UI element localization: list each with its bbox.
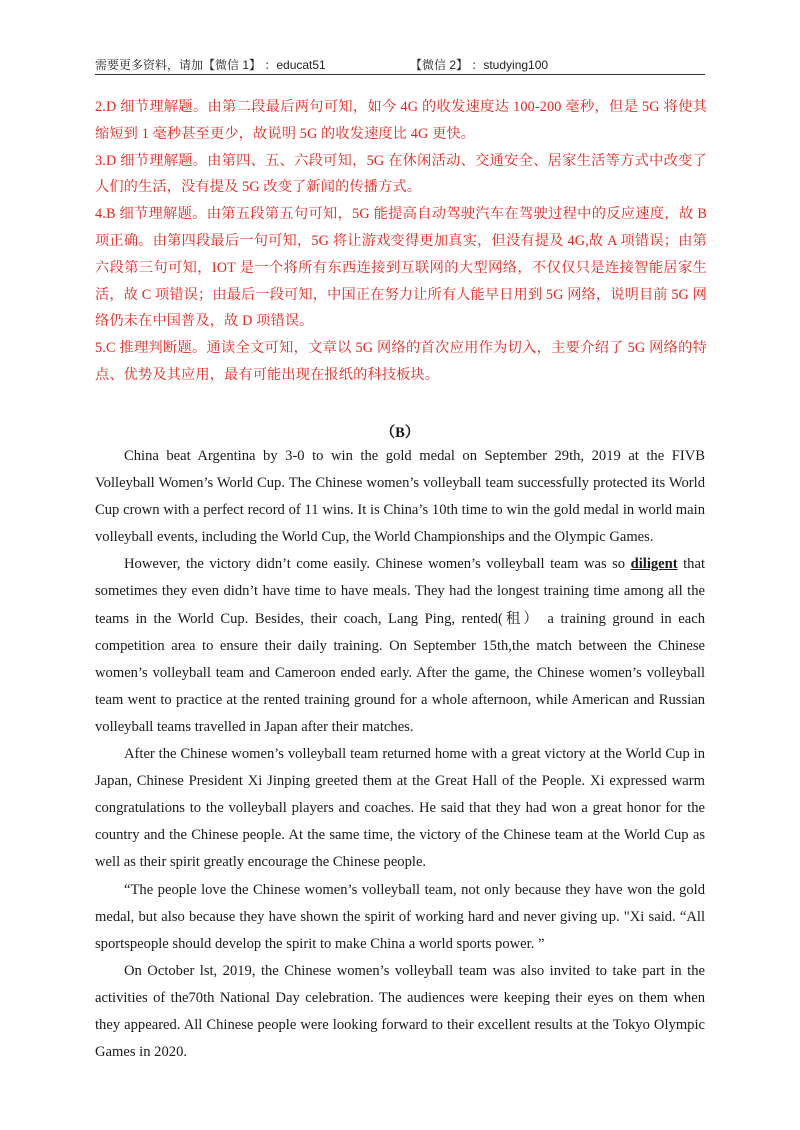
paragraph-5: On October lst, 2019, the Chinese women’s volleyball team was also invited to take part in the activities of the70th National Day celebration. The audiences were keeping their eyes on them when they appeared. All Chinese people were looking forward to their excellent results at the Tokyo Olympic Games in 2020. xyxy=(95,962,705,1061)
answer-4: 4.B 细节理解题。由第五段第五句可知，5G 能提高自动驾驶汽车在驾驶过程中的反应速度，故 B 项正确。由第四段最后一句可知，5G 将让游戏变得更加真实，但没有提及 4G,故 A 项错误；由第六段第三句可知，IOT 是一个将所有东西连接到互联网的大型网络，不仅仅只是连接智能居家生活，故 C 项错误；由最后一段可知，中国正在努力让所有人能早日用到 5G 网络，说明目前 5G 网络仍未在中国普及，故 D 项错误。 xyxy=(95,206,707,330)
paragraph-2-text-a: However, the victory didn’t come easily. Chinese women’s volleyball team was so xyxy=(124,556,631,573)
paragraph-1: China beat Argentina by 3-0 to win the gold medal on September 29th, 2019 at the FIVB Volleyball Women’s World Cup. The Chinese women’s volleyball team successfully protected its World Cup crown with a perfect record of 11 wins. It is China’s 10th time to win the gold medal in world main volleyball events, including the World Cup, the World Championships and the Olympic Games. xyxy=(95,448,705,546)
answer-2: 2.D 细节理解题。由第二段最后两句可知，如今 4G 的收发速度达 100-200 毫秒，但是 5G 将使其缩短到 1 毫秒甚至更少，故说明 5G 的收发速度比 4G 更快。 xyxy=(95,99,707,142)
answer-5: 5.C 推理判断题。通读全文可知，文章以 5G 网络的首次应用作为切入，主要介绍了 5G 网络的特点、优势及其应用，最有可能出现在报纸的科技板块。 xyxy=(95,340,707,383)
reading-passage xyxy=(95,443,705,1066)
wechat-contact-1: 需要更多资料，请加【微信 1】 ：educat51 xyxy=(95,58,326,72)
paragraph-3: After the Chinese women’s volleyball team returned home with a great victory at the World Cup in Japan, Chinese President Xi Jinping greeted them at the Great Hall of the People. Xi expressed warm congratulations to the volleyball players and coaches. He said that they had won a great honor for the country and the Chinese people. At the same time, the victory of the Chinese team at the World Cup as well as their spirit greatly encourage the Chinese people. xyxy=(95,746,705,871)
paragraph-2 xyxy=(95,551,705,741)
header-divider xyxy=(95,74,705,75)
wechat-contact-2: 【微信 2】 ：studying100 xyxy=(410,58,549,72)
answer-3: 3.D 细节理解题。由第四、五、六段可知，5G 在休闲活动、交通安全、居家生活等方式中改变了人们的生活，没有提及 5G 改变了新闻的传播方式。 xyxy=(95,152,707,196)
paragraph-4: “The people love the Chinese women’s volleyball team, not only because they have won the gold medal, but also because they have shown the spirit of working hard and never giving up. "Xi said. “All sportspeople should develop the spirit to make China a world sports power. ” xyxy=(95,881,705,952)
answer-explanations xyxy=(95,94,707,389)
page-header xyxy=(95,52,705,74)
section-title: （B） xyxy=(380,425,420,441)
paragraph-2-text-b: that sometimes they even didn’t have time to have meals. They had the longest training time among all the teams in the World Cup. Besides, their coach, Lang Ping, rented(租） a training ground in each competition area to ensure their daily training. On September 15th,the match between the Chinese women’s volleyball team and Cameroon ended early. After the game, the Chinese women’s volleyball team went to practice at the rented training ground for a whole afternoon, while American and Russian volleyball teams travelled in Japan after their matches. xyxy=(95,556,705,735)
keyword-diligent: diligent xyxy=(630,556,678,573)
